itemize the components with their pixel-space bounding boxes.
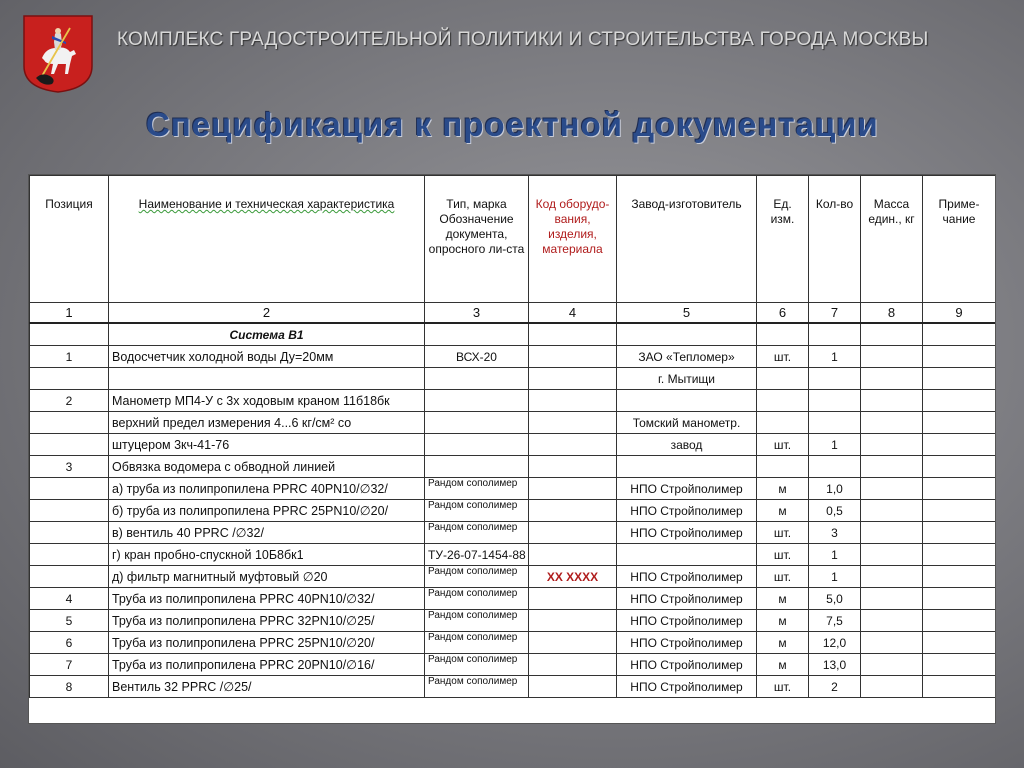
cell-qty: 3 <box>809 522 861 544</box>
cell-name: Водосчетчик холодной воды Ду=20мм <box>109 346 425 368</box>
cell-code <box>529 676 617 698</box>
cell-type: ТУ-26-07-1454-88 <box>425 544 529 566</box>
cell-maker: НПО Стройполимер <box>617 522 757 544</box>
cell-maker: НПО Стройполимер <box>617 654 757 676</box>
header-qty: Кол-во <box>809 176 861 303</box>
cell-note <box>923 434 996 456</box>
cell-pos: 5 <box>30 610 109 632</box>
table-row <box>30 368 996 390</box>
cell-mass <box>861 456 923 478</box>
cell-mass <box>861 390 923 412</box>
table-row <box>30 456 996 478</box>
cell-type: Рандом сополимер <box>425 654 529 676</box>
cell-pos: 4 <box>30 588 109 610</box>
table-row <box>30 566 996 588</box>
cell-maker: Томский манометр. <box>617 412 757 434</box>
cell-code <box>529 500 617 522</box>
cell-mass <box>861 368 923 390</box>
cell-qty: 0,5 <box>809 500 861 522</box>
cell-note <box>923 610 996 632</box>
cell-pos: 6 <box>30 632 109 654</box>
cell-note <box>923 654 996 676</box>
header-name-text: Наименование и техническая характеристика <box>138 197 395 211</box>
cell-maker: НПО Стройполимер <box>617 478 757 500</box>
cell-qty: 1 <box>809 566 861 588</box>
cell-name: д) фильтр магнитный муфтовый ∅20 <box>109 566 425 588</box>
cell-mass <box>861 566 923 588</box>
cell-name: штуцером 3кч-41-76 <box>109 434 425 456</box>
table-row <box>30 522 996 544</box>
cell-unit: шт. <box>757 522 809 544</box>
cell-unit: м <box>757 500 809 522</box>
cell-unit <box>757 323 809 346</box>
cell-mass <box>861 500 923 522</box>
header-position: Позиция <box>30 176 109 303</box>
header-mass: Масса един., кг <box>861 176 923 303</box>
cell-mass <box>861 610 923 632</box>
cell-mass <box>861 412 923 434</box>
cell-maker: завод <box>617 434 757 456</box>
cell-maker: НПО Стройполимер <box>617 632 757 654</box>
cell-name: Труба из полипропилена PPRC 40PN10/∅32/ <box>109 588 425 610</box>
cell-unit: м <box>757 588 809 610</box>
cell-code <box>529 346 617 368</box>
cell-note <box>923 478 996 500</box>
cell-unit <box>757 368 809 390</box>
cell-name: Манометр МП4-У с 3х ходовым краном 11б18бк <box>109 390 425 412</box>
cell-type <box>425 390 529 412</box>
cell-unit: шт. <box>757 434 809 456</box>
cell-qty: 1 <box>809 346 861 368</box>
cell-unit: м <box>757 632 809 654</box>
table-row <box>30 588 996 610</box>
cell-type: Рандом сополимер <box>425 478 529 500</box>
table-row <box>30 544 996 566</box>
cell-code <box>529 654 617 676</box>
header-maker: Завод-изготовитель <box>617 176 757 303</box>
cell-note <box>923 676 996 698</box>
cell-code <box>529 368 617 390</box>
cell-qty <box>809 412 861 434</box>
page-title: Спецификация к проектной документации <box>146 106 879 143</box>
cell-mass <box>861 478 923 500</box>
cell-pos <box>30 412 109 434</box>
cell-code <box>529 522 617 544</box>
cell-name <box>109 368 425 390</box>
cell-qty: 7,5 <box>809 610 861 632</box>
table-row <box>30 434 996 456</box>
table-row <box>30 390 996 412</box>
table-row <box>30 610 996 632</box>
cell-name: Труба из полипропилена PPRC 20PN10/∅16/ <box>109 654 425 676</box>
cell-mass <box>861 588 923 610</box>
cell-unit: м <box>757 654 809 676</box>
cell-name: Труба из полипропилена PPRC 25PN10/∅20/ <box>109 632 425 654</box>
cell-code: XX XXXX <box>529 566 617 588</box>
cell-unit: шт. <box>757 346 809 368</box>
cell-code <box>529 478 617 500</box>
cell-code <box>529 323 617 346</box>
cell-mass <box>861 522 923 544</box>
table-row <box>30 676 996 698</box>
cell-note <box>923 368 996 390</box>
cell-unit: шт. <box>757 544 809 566</box>
cell-type: Рандом сополимер <box>425 588 529 610</box>
table-header-row <box>30 176 996 303</box>
cell-note <box>923 522 996 544</box>
cell-unit <box>757 456 809 478</box>
cell-qty: 13,0 <box>809 654 861 676</box>
table-row <box>30 478 996 500</box>
cell-maker: НПО Стройполимер <box>617 500 757 522</box>
cell-type: Рандом сополимер <box>425 566 529 588</box>
column-number: 3 <box>425 303 529 324</box>
cell-mass <box>861 323 923 346</box>
column-number: 4 <box>529 303 617 324</box>
cell-maker: НПО Стройполимер <box>617 588 757 610</box>
cell-unit: шт. <box>757 566 809 588</box>
cell-note <box>923 412 996 434</box>
cell-pos <box>30 368 109 390</box>
cell-note <box>923 346 996 368</box>
cell-note <box>923 588 996 610</box>
cell-code <box>529 632 617 654</box>
cell-qty: 12,0 <box>809 632 861 654</box>
cell-pos: 2 <box>30 390 109 412</box>
header-type: Тип, марка Обозначение документа, опросного ли-ста <box>425 176 529 303</box>
cell-pos: 3 <box>30 456 109 478</box>
cell-pos <box>30 323 109 346</box>
cell-code <box>529 544 617 566</box>
cell-qty <box>809 323 861 346</box>
column-number: 5 <box>617 303 757 324</box>
cell-type: Рандом сополимер <box>425 500 529 522</box>
cell-qty: 2 <box>809 676 861 698</box>
column-number: 1 <box>30 303 109 324</box>
cell-mass <box>861 676 923 698</box>
column-number: 6 <box>757 303 809 324</box>
specification-sheet <box>28 174 996 724</box>
cell-type <box>425 368 529 390</box>
cell-mass <box>861 632 923 654</box>
column-number: 8 <box>861 303 923 324</box>
cell-code <box>529 412 617 434</box>
cell-note <box>923 544 996 566</box>
cell-pos: 8 <box>30 676 109 698</box>
cell-pos: 1 <box>30 346 109 368</box>
cell-note <box>923 456 996 478</box>
cell-maker <box>617 456 757 478</box>
cell-pos <box>30 544 109 566</box>
cell-name: б) труба из полипропилена PPRC 25PN10/∅20/ <box>109 500 425 522</box>
cell-pos <box>30 500 109 522</box>
cell-maker: ЗАО «Тепломер» <box>617 346 757 368</box>
cell-name: Вентиль 32 PPRC /∅25/ <box>109 676 425 698</box>
column-number: 2 <box>109 303 425 324</box>
cell-type <box>425 456 529 478</box>
header-note: Приме-чание <box>923 176 996 303</box>
cell-maker: НПО Стройполимер <box>617 610 757 632</box>
cell-type <box>425 323 529 346</box>
cell-note <box>923 323 996 346</box>
cell-pos <box>30 522 109 544</box>
cell-pos <box>30 566 109 588</box>
cell-note <box>923 500 996 522</box>
cell-name: Труба из полипропилена PPRC 32PN10/∅25/ <box>109 610 425 632</box>
cell-unit: м <box>757 610 809 632</box>
cell-unit: м <box>757 478 809 500</box>
cell-mass <box>861 544 923 566</box>
cell-name: в) вентиль 40 PPRC /∅32/ <box>109 522 425 544</box>
cell-unit <box>757 412 809 434</box>
cell-type: Рандом сополимер <box>425 632 529 654</box>
column-number-row <box>30 303 996 324</box>
cell-qty: 5,0 <box>809 588 861 610</box>
column-number: 7 <box>809 303 861 324</box>
cell-code <box>529 456 617 478</box>
column-number: 9 <box>923 303 996 324</box>
cell-type <box>425 412 529 434</box>
header-code: Код оборудо-вания, изделия, материала <box>529 176 617 303</box>
cell-code <box>529 390 617 412</box>
cell-code <box>529 588 617 610</box>
cell-type: Рандом сополимер <box>425 522 529 544</box>
cell-qty: 1 <box>809 544 861 566</box>
cell-type: Рандом сополимер <box>425 610 529 632</box>
table-row <box>30 412 996 434</box>
cell-type: ВСХ-20 <box>425 346 529 368</box>
table-row <box>30 632 996 654</box>
cell-maker: НПО Стройполимер <box>617 676 757 698</box>
table-row <box>30 346 996 368</box>
cell-mass <box>861 346 923 368</box>
org-header-title: КОМПЛЕКС ГРАДОСТРОИТЕЛЬНОЙ ПОЛИТИКИ И СТРОИТЕЛЬСТВА ГОРОДА МОСКВЫ <box>117 29 929 50</box>
cell-name: а) труба из полипропилена PPRC 40PN10/∅32/ <box>109 478 425 500</box>
table-row <box>30 654 996 676</box>
cell-pos <box>30 434 109 456</box>
cell-code <box>529 610 617 632</box>
cell-qty: 1,0 <box>809 478 861 500</box>
cell-unit <box>757 390 809 412</box>
cell-mass <box>861 434 923 456</box>
cell-name: Система В1 <box>109 323 425 346</box>
cell-qty <box>809 456 861 478</box>
cell-name: Обвязка водомера с обводной линией <box>109 456 425 478</box>
specification-table <box>29 175 996 698</box>
cell-name: верхний предел измерения 4...6 кг/см² со <box>109 412 425 434</box>
table-row <box>30 323 996 346</box>
table-row <box>30 500 996 522</box>
cell-unit: шт. <box>757 676 809 698</box>
cell-type <box>425 434 529 456</box>
cell-name: г) кран пробно-спускной 10Б8бк1 <box>109 544 425 566</box>
cell-code <box>529 434 617 456</box>
cell-qty <box>809 390 861 412</box>
cell-pos: 7 <box>30 654 109 676</box>
cell-maker: НПО Стройполимер <box>617 566 757 588</box>
moscow-coat-of-arms-icon <box>22 14 94 94</box>
table-body <box>30 323 996 698</box>
cell-maker <box>617 323 757 346</box>
cell-maker <box>617 544 757 566</box>
header-name <box>109 176 425 303</box>
cell-pos <box>30 478 109 500</box>
cell-note <box>923 566 996 588</box>
cell-note <box>923 632 996 654</box>
cell-mass <box>861 654 923 676</box>
cell-note <box>923 390 996 412</box>
cell-maker: г. Мытищи <box>617 368 757 390</box>
cell-qty: 1 <box>809 434 861 456</box>
cell-qty <box>809 368 861 390</box>
header-unit: Ед. изм. <box>757 176 809 303</box>
cell-maker <box>617 390 757 412</box>
cell-type: Рандом сополимер <box>425 676 529 698</box>
